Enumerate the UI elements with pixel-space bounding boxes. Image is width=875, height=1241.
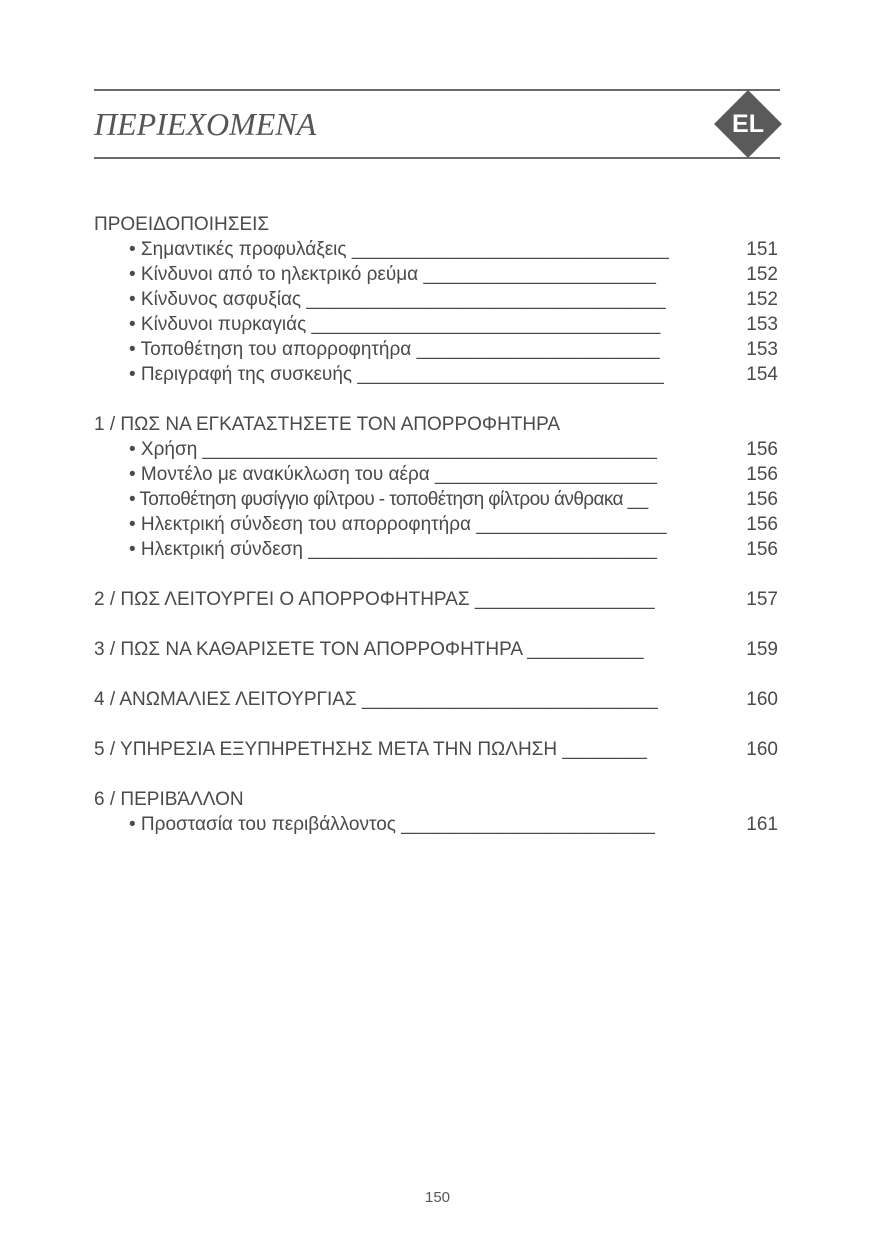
toc-section-troubleshooting[interactable] [94, 687, 780, 712]
toc-entry[interactable] [94, 312, 780, 337]
toc-page-number: 161 [746, 814, 778, 835]
toc-entry[interactable] [94, 237, 780, 262]
toc-entry-text: 6 / ΠΕΡΙΒΆΛΛΟΝ [94, 789, 244, 810]
toc-entry-text: • Περιγραφή της συσκευής _____________________________ [129, 364, 664, 385]
toc-page-number: 156 [746, 489, 778, 510]
toc-entry-text: • Κίνδυνοι πυρκαγιάς _________________________________ [129, 314, 661, 335]
toc-entry[interactable] [94, 512, 780, 537]
toc-section-operation[interactable] [94, 587, 780, 612]
toc-entry-text: 1 / ΠΩΣ ΝΑ ΕΓΚΑΤΑΣΤΗΣΕΤΕ ΤΟΝ ΑΠΟΡΡΟΦΗΤΗΡΑ [94, 414, 561, 435]
header-bottom-rule [94, 157, 780, 159]
toc-entry[interactable] [94, 812, 780, 837]
page-title: ΠΕΡΙΕΧΟΜΕΝΑ [94, 106, 317, 142]
toc-page-number: 159 [746, 639, 778, 660]
toc-page-number: 156 [746, 439, 778, 460]
toc-entry[interactable] [94, 287, 780, 312]
toc-section-cleaning[interactable] [94, 637, 780, 662]
toc-entry-text: 5 / ΥΠΗΡΕΣΙΑ ΕΞΥΠΗΡΕΤΗΣΗΣ ΜΕΤΑ ΤΗΝ ΠΩΛΗΣΗ ________ [94, 739, 647, 760]
toc-entry[interactable] [94, 487, 780, 512]
toc-page-number: 151 [746, 239, 778, 260]
toc-page-number: 153 [746, 339, 778, 360]
toc-page-number: 154 [746, 364, 778, 385]
toc-entry[interactable] [94, 462, 780, 487]
toc-entry-text: • Χρήση ___________________________________________ [129, 439, 657, 460]
toc-entry[interactable] [94, 437, 780, 462]
toc-section-environment[interactable] [94, 787, 780, 812]
toc-page-number: 153 [746, 314, 778, 335]
toc-section-warnings[interactable] [94, 212, 780, 237]
toc-entry[interactable] [94, 337, 780, 362]
toc-page-number: 156 [746, 539, 778, 560]
toc-page-number: 160 [746, 739, 778, 760]
toc-entry-text: • Ηλεκτρική σύνδεση _________________________________ [129, 539, 657, 560]
language-badge [714, 90, 782, 158]
toc-section-installation[interactable] [94, 412, 780, 437]
toc-entry-text: • Τοποθέτηση φυσίγγιο φίλτρου - τοποθέτηση φίλτρου άνθρακα __ [129, 489, 648, 510]
toc-entry[interactable] [94, 537, 780, 562]
toc-entry-text: • Κίνδυνος ασφυξίας __________________________________ [129, 289, 666, 310]
toc-page-number: 152 [746, 289, 778, 310]
toc-entry[interactable] [94, 262, 780, 287]
table-of-contents [94, 212, 780, 837]
toc-page-number: 157 [746, 589, 778, 610]
toc-entry-text: • Μοντέλο με ανακύκλωση του αέρα _____________________ [129, 464, 657, 485]
toc-page-number: 156 [746, 464, 778, 485]
toc-entry-text: 2 / ΠΩΣ ΛΕΙΤΟΥΡΓΕΙ Ο ΑΠΟΡΡΟΦΗΤΗΡΑΣ _________________ [94, 589, 655, 610]
toc-entry-text: • Προστασία του περιβάλλοντος ________________________ [129, 814, 655, 835]
header-top-rule [94, 89, 780, 91]
language-code: EL [732, 110, 764, 138]
toc-entry[interactable] [94, 362, 780, 387]
toc-entry-text: • Τοποθέτηση του απορροφητήρα _______________________ [129, 339, 660, 360]
toc-page-number: 152 [746, 264, 778, 285]
page-number: 150 [424, 1189, 451, 1206]
toc-page-number: 160 [746, 689, 778, 710]
toc-page-number: 156 [746, 514, 778, 535]
toc-entry-text: ΠΡΟΕΙΔΟΠΟΙΗΣΕΙΣ [94, 214, 270, 235]
toc-entry-text: 3 / ΠΩΣ ΝΑ ΚΑΘΑΡΙΣΕΤΕ ΤΟΝ ΑΠΟΡΡΟΦΗΤΗΡΑ ___________ [94, 639, 644, 660]
toc-entry-text: • Σημαντικές προφυλάξεις ______________________________ [129, 239, 669, 260]
toc-entry-text: 4 / ΑΝΩΜΑΛΙΕΣ ΛΕΙΤΟΥΡΓΙΑΣ ____________________________ [94, 689, 658, 710]
toc-entry-text: • Ηλεκτρική σύνδεση του απορροφητήρα __________________ [129, 514, 667, 535]
toc-section-after-sales[interactable] [94, 737, 780, 762]
toc-entry-text: • Κίνδυνοι από το ηλεκτρικό ρεύμα ______________________ [129, 264, 656, 285]
